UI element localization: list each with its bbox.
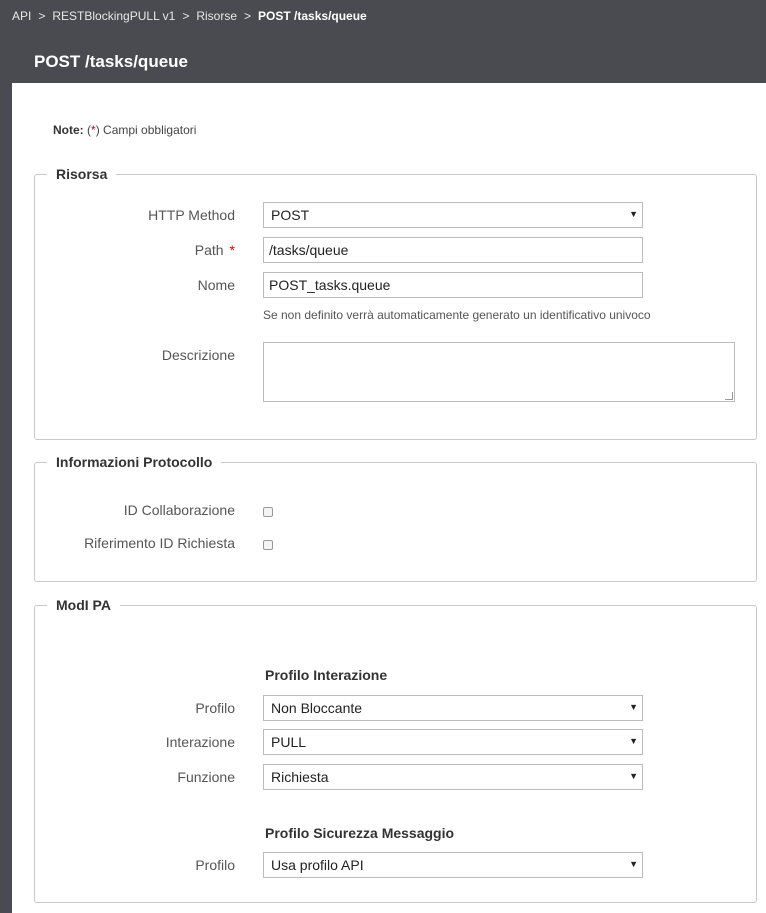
descrizione-textarea[interactable] (263, 342, 735, 402)
legend-modi: ModI PA (56, 597, 111, 613)
dropdown-arrow-icon: ▼ (629, 859, 638, 869)
required-star: * (229, 242, 235, 258)
nome-hint: Se non definito verrà automaticamente generato un identificativo univoco (263, 308, 651, 322)
legend-risorsa: Risorsa (56, 166, 108, 182)
funzione-label: Funzione (177, 769, 235, 785)
nome-input[interactable]: POST_tasks.queue (263, 272, 643, 298)
descrizione-label: Descrizione (161, 347, 235, 363)
interazione-label: Interazione (165, 734, 235, 750)
path-label: Path * (194, 242, 235, 258)
chevron-right-icon: > (182, 9, 190, 23)
required-star: * (91, 123, 96, 137)
id-collaborazione-label: ID Collaborazione (123, 502, 235, 518)
funzione-select[interactable]: Richiesta ▼ (263, 764, 643, 790)
sicurezza-profilo-select[interactable]: Usa profilo API ▼ (263, 852, 643, 878)
legend-protocollo: Informazioni Protocollo (56, 454, 213, 470)
profilo-sicurezza-title: Profilo Sicurezza Messaggio (265, 825, 455, 841)
fieldset-modi (34, 597, 757, 903)
main-panel (12, 40, 766, 913)
riferimento-id-label: Riferimento ID Richiesta (84, 535, 235, 551)
chevron-right-icon: > (244, 9, 252, 23)
dropdown-arrow-icon: ▼ (629, 736, 638, 746)
fieldset-risorsa (34, 166, 757, 440)
profilo-select[interactable]: Non Bloccante ▼ (263, 695, 643, 721)
breadcrumb (0, 0, 766, 32)
breadcrumb-api[interactable]: API (12, 9, 32, 23)
breadcrumb-current: POST /tasks/queue (258, 9, 367, 23)
interazione-select[interactable]: PULL ▼ (263, 729, 643, 755)
profilo-interazione-title: Profilo Interazione (265, 667, 388, 683)
sicurezza-profilo-label: Profilo (195, 857, 235, 873)
dropdown-arrow-icon: ▼ (629, 771, 638, 781)
fieldset-protocollo (34, 454, 757, 582)
page-title: POST /tasks/queue (12, 40, 766, 83)
profilo-label: Profilo (195, 700, 235, 716)
note-label: Note: (53, 123, 84, 137)
dropdown-arrow-icon: ▼ (629, 702, 638, 712)
nome-label: Nome (197, 277, 235, 293)
breadcrumb-risorse[interactable]: Risorse (196, 9, 238, 23)
id-collaborazione-checkbox[interactable] (263, 507, 273, 517)
resize-grip-icon[interactable] (725, 392, 733, 400)
required-note: Note: (*) Campi obbligatori (53, 123, 197, 137)
path-input[interactable]: /tasks/queue (263, 237, 643, 263)
chevron-right-icon: > (38, 9, 46, 23)
http-method-select[interactable]: POST ▼ (263, 202, 643, 228)
note-text: Campi obbligatori (103, 123, 197, 137)
riferimento-id-checkbox[interactable] (263, 540, 273, 550)
http-method-label: HTTP Method (148, 207, 235, 223)
breadcrumb-api-name[interactable]: RESTBlockingPULL v1 (52, 9, 176, 23)
dropdown-arrow-icon: ▼ (629, 209, 638, 219)
